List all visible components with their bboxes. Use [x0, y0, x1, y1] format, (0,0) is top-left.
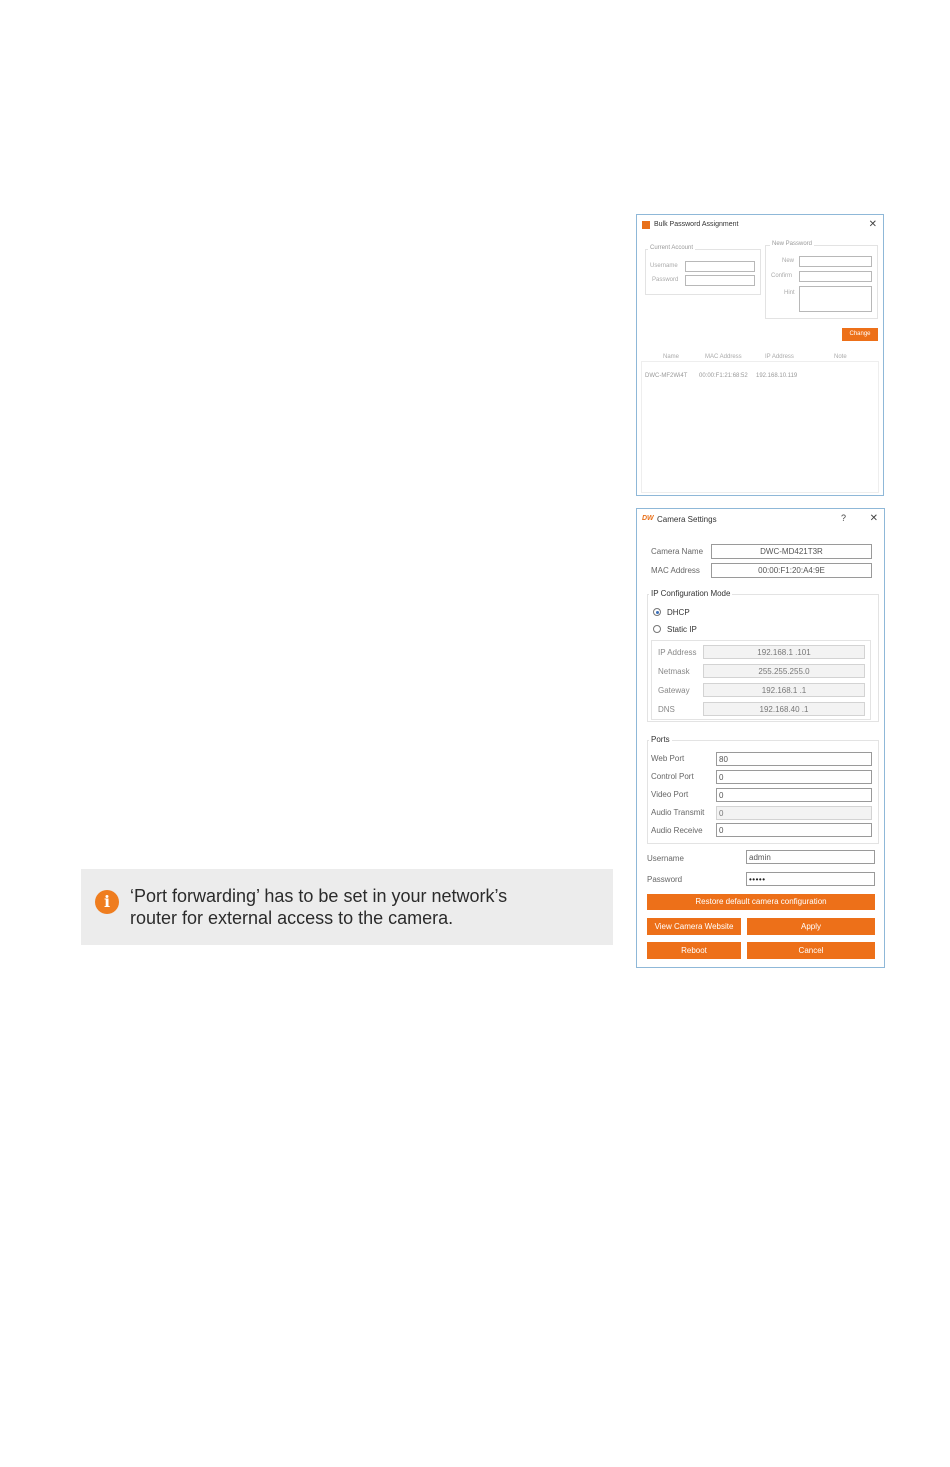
confirm-password-input[interactable] [799, 271, 872, 282]
column-header-mac[interactable]: MAC Address [705, 354, 742, 360]
cancel-button[interactable]: Cancel [747, 942, 875, 959]
username-input[interactable]: admin [746, 850, 875, 864]
new-label: New [782, 258, 795, 264]
username-label: Username [650, 263, 678, 269]
camera-name-label: Camera Name [651, 547, 704, 556]
port-forwarding-note [81, 869, 613, 945]
app-icon [642, 221, 650, 229]
row-ip: 192.168.10.119 [756, 373, 798, 379]
restore-defaults-button[interactable]: Restore default camera configuration [647, 894, 875, 910]
password-input[interactable] [685, 275, 755, 286]
netmask-input[interactable]: 255.255.255.0 [703, 664, 865, 678]
note-text-line-2: router for external access to the camera. [130, 908, 454, 928]
confirm-label: Confirm [771, 273, 793, 279]
ip-mode-legend: IP Configuration Mode [651, 589, 731, 598]
ports-legend: Ports [651, 735, 670, 744]
note-text [130, 885, 600, 929]
bulk-title: Bulk Password Assignment [654, 221, 739, 228]
dw-logo-icon: DW [642, 515, 654, 522]
column-header-name[interactable]: Name [663, 354, 680, 360]
close-icon[interactable]: ✕ [869, 513, 878, 524]
audio-transmit-input[interactable]: 0 [716, 806, 872, 820]
dns-input[interactable]: 192.168.40 .1 [703, 702, 865, 716]
gateway-label: Gateway [658, 686, 690, 695]
audio-transmit-label: Audio Transmit [651, 808, 705, 817]
audio-receive-input[interactable]: 0 [716, 823, 872, 837]
change-button[interactable]: Change [842, 328, 878, 341]
web-port-input[interactable]: 80 [716, 752, 872, 766]
dns-label: DNS [658, 705, 675, 714]
reboot-button[interactable]: Reboot [647, 942, 741, 959]
mac-address-input[interactable]: 00:00:F1:20:A4:9E [711, 563, 872, 578]
current-account-legend: Current Account [650, 245, 694, 251]
video-port-label: Video Port [651, 790, 689, 799]
row-mac: 00:00:F1:21:68:52 [699, 373, 748, 379]
password-label: Password [647, 875, 683, 884]
mac-address-label: MAC Address [651, 566, 700, 575]
ip-address-input[interactable]: 192.168.1 .101 [703, 645, 865, 659]
hint-label: Hint [784, 290, 795, 296]
web-port-label: Web Port [651, 754, 685, 763]
control-port-label: Control Port [651, 772, 694, 781]
dhcp-radio[interactable] [653, 608, 661, 616]
camera-titlebar [637, 509, 884, 531]
apply-button[interactable]: Apply [747, 918, 875, 935]
hint-input[interactable] [799, 286, 872, 312]
new-password-input[interactable] [799, 256, 872, 267]
camera-name-input[interactable]: DWC-MD421T3R [711, 544, 872, 559]
static-ip-label: Static IP [667, 625, 697, 634]
note-text-line-1: ‘Port forwarding’ has to be set in your network’s [130, 886, 508, 906]
ip-address-label: IP Address [658, 648, 697, 657]
column-header-ip[interactable]: IP Address [765, 354, 794, 360]
audio-receive-label: Audio Receive [651, 826, 703, 835]
close-icon[interactable]: ✕ [868, 219, 877, 230]
device-table [641, 361, 879, 493]
column-header-note[interactable]: Note [834, 354, 847, 360]
username-label: Username [647, 854, 684, 863]
dhcp-label: DHCP [667, 608, 690, 617]
camera-title: Camera Settings [657, 515, 717, 524]
view-camera-website-button[interactable]: View Camera Website [647, 918, 741, 935]
video-port-input[interactable]: 0 [716, 788, 872, 802]
username-input[interactable] [685, 261, 755, 272]
current-account-group [645, 249, 761, 295]
static-ip-radio[interactable] [653, 625, 661, 633]
new-password-legend: New Password [772, 241, 813, 247]
password-input[interactable]: ••••• [746, 872, 875, 886]
help-icon[interactable]: ? [840, 513, 846, 523]
bulk-password-dialog [636, 214, 884, 496]
gateway-input[interactable]: 192.168.1 .1 [703, 683, 865, 697]
info-icon: i [95, 890, 119, 914]
row-name: DWC-MF2Wi4T [645, 373, 688, 379]
password-label: Password [652, 277, 679, 283]
camera-settings-dialog [636, 508, 885, 968]
bulk-titlebar [637, 215, 883, 237]
control-port-input[interactable]: 0 [716, 770, 872, 784]
netmask-label: Netmask [658, 667, 690, 676]
